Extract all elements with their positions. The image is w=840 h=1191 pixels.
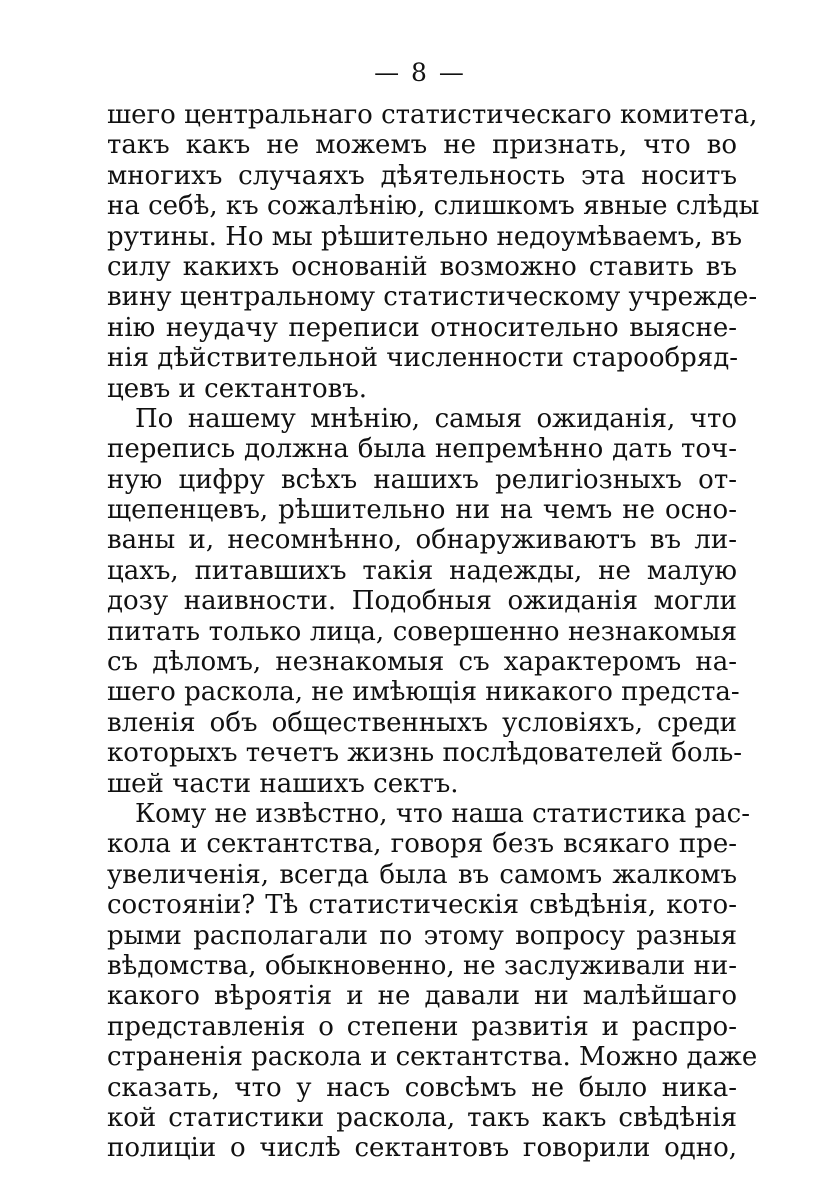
paragraph-end-line: цевъ и сектантовъ. bbox=[107, 373, 368, 404]
text-line: цахъ, питавшихъ такія надежды, не малую bbox=[107, 555, 737, 586]
text-line: такъ какъ не можемъ не признать, что во bbox=[107, 130, 737, 161]
text-line: нія дѣйствительной численности старообряд- bbox=[107, 343, 738, 374]
text-line: силу какихъ основаній возможно ставить въ bbox=[107, 251, 737, 282]
text-line: щепенцевъ, рѣшительно ни на чемъ не осно- bbox=[107, 495, 737, 526]
text-line: шего раскола, не имѣющія никакого предста- bbox=[107, 677, 740, 708]
page-number: — 8 — bbox=[374, 58, 466, 87]
text-line: представленія о степени развитія и распро- bbox=[107, 1011, 737, 1042]
text-line: ваны и, несомнѣнно, обнаруживаютъ въ ли- bbox=[107, 525, 737, 556]
text-line: сказать, что у насъ совсѣмъ не было ника- bbox=[107, 1072, 737, 1103]
text-line: вину центральному статистическому учрежде- bbox=[107, 282, 758, 313]
text-line: какого вѣроятія и не давали ни малѣйшаго bbox=[107, 981, 737, 1012]
text-line: состояніи? Тѣ статистическія свѣдѣнія, кото- bbox=[107, 890, 737, 921]
text-line: съ дѣломъ, незнакомыя съ характеромъ на- bbox=[107, 647, 737, 678]
text-line: увеличенія, всегда была въ самомъ жалкомъ bbox=[107, 859, 737, 890]
text-line: вленія объ общественныхъ условіяхъ, среди bbox=[107, 707, 737, 738]
text-line: нію неудачу переписи относительно выясне- bbox=[107, 312, 737, 343]
text-line: которыхъ течетъ жизнь послѣдователей боль- bbox=[107, 738, 743, 769]
text-line: на себѣ, къ сожалѣнію, слишкомъ явные слѣды bbox=[107, 191, 760, 222]
paragraph-start-line: Кому не извѣстно, что наша статистика рас- bbox=[135, 798, 751, 829]
text-line: кой статистики раскола, такъ какъ свѣдѣнія bbox=[107, 1102, 737, 1133]
text-line: страненія раскола и сектантства. Можно даже bbox=[107, 1042, 758, 1073]
text-line: многихъ случаяхъ дѣятельность эта носитъ bbox=[107, 160, 737, 191]
paragraph-end-line: шей части нашихъ сектъ. bbox=[107, 768, 459, 799]
text-line: рутины. Но мы рѣшительно недоумѣваемъ, въ bbox=[107, 221, 743, 252]
text-line: дозу наивности. Подобныя ожиданія могли bbox=[107, 586, 737, 617]
text-line: шего центральнаго статистическаго комитета, bbox=[107, 100, 758, 130]
paragraph-start-line: По нашему мнѣнію, самыя ожиданія, что bbox=[135, 403, 737, 434]
text-line: кола и сектантства, говоря безъ всякаго пре- bbox=[107, 829, 737, 860]
text-line: вѣдомства, обыкновенно, не заслуживали ни- bbox=[107, 950, 737, 981]
text-line: ную цифру всѣхъ нашихъ религіозныхъ от- bbox=[107, 464, 737, 495]
text-line: рыми располагали по этому вопросу разныя bbox=[107, 920, 737, 951]
text-line: питать только лица, совершенно незнакомыя bbox=[107, 616, 737, 647]
text-line: полиціи о числѣ сектантовъ говорили одно, bbox=[107, 1133, 737, 1164]
text-line: перепись должна была непремѣнно дать точ- bbox=[107, 434, 737, 465]
body-text bbox=[107, 100, 760, 1164]
